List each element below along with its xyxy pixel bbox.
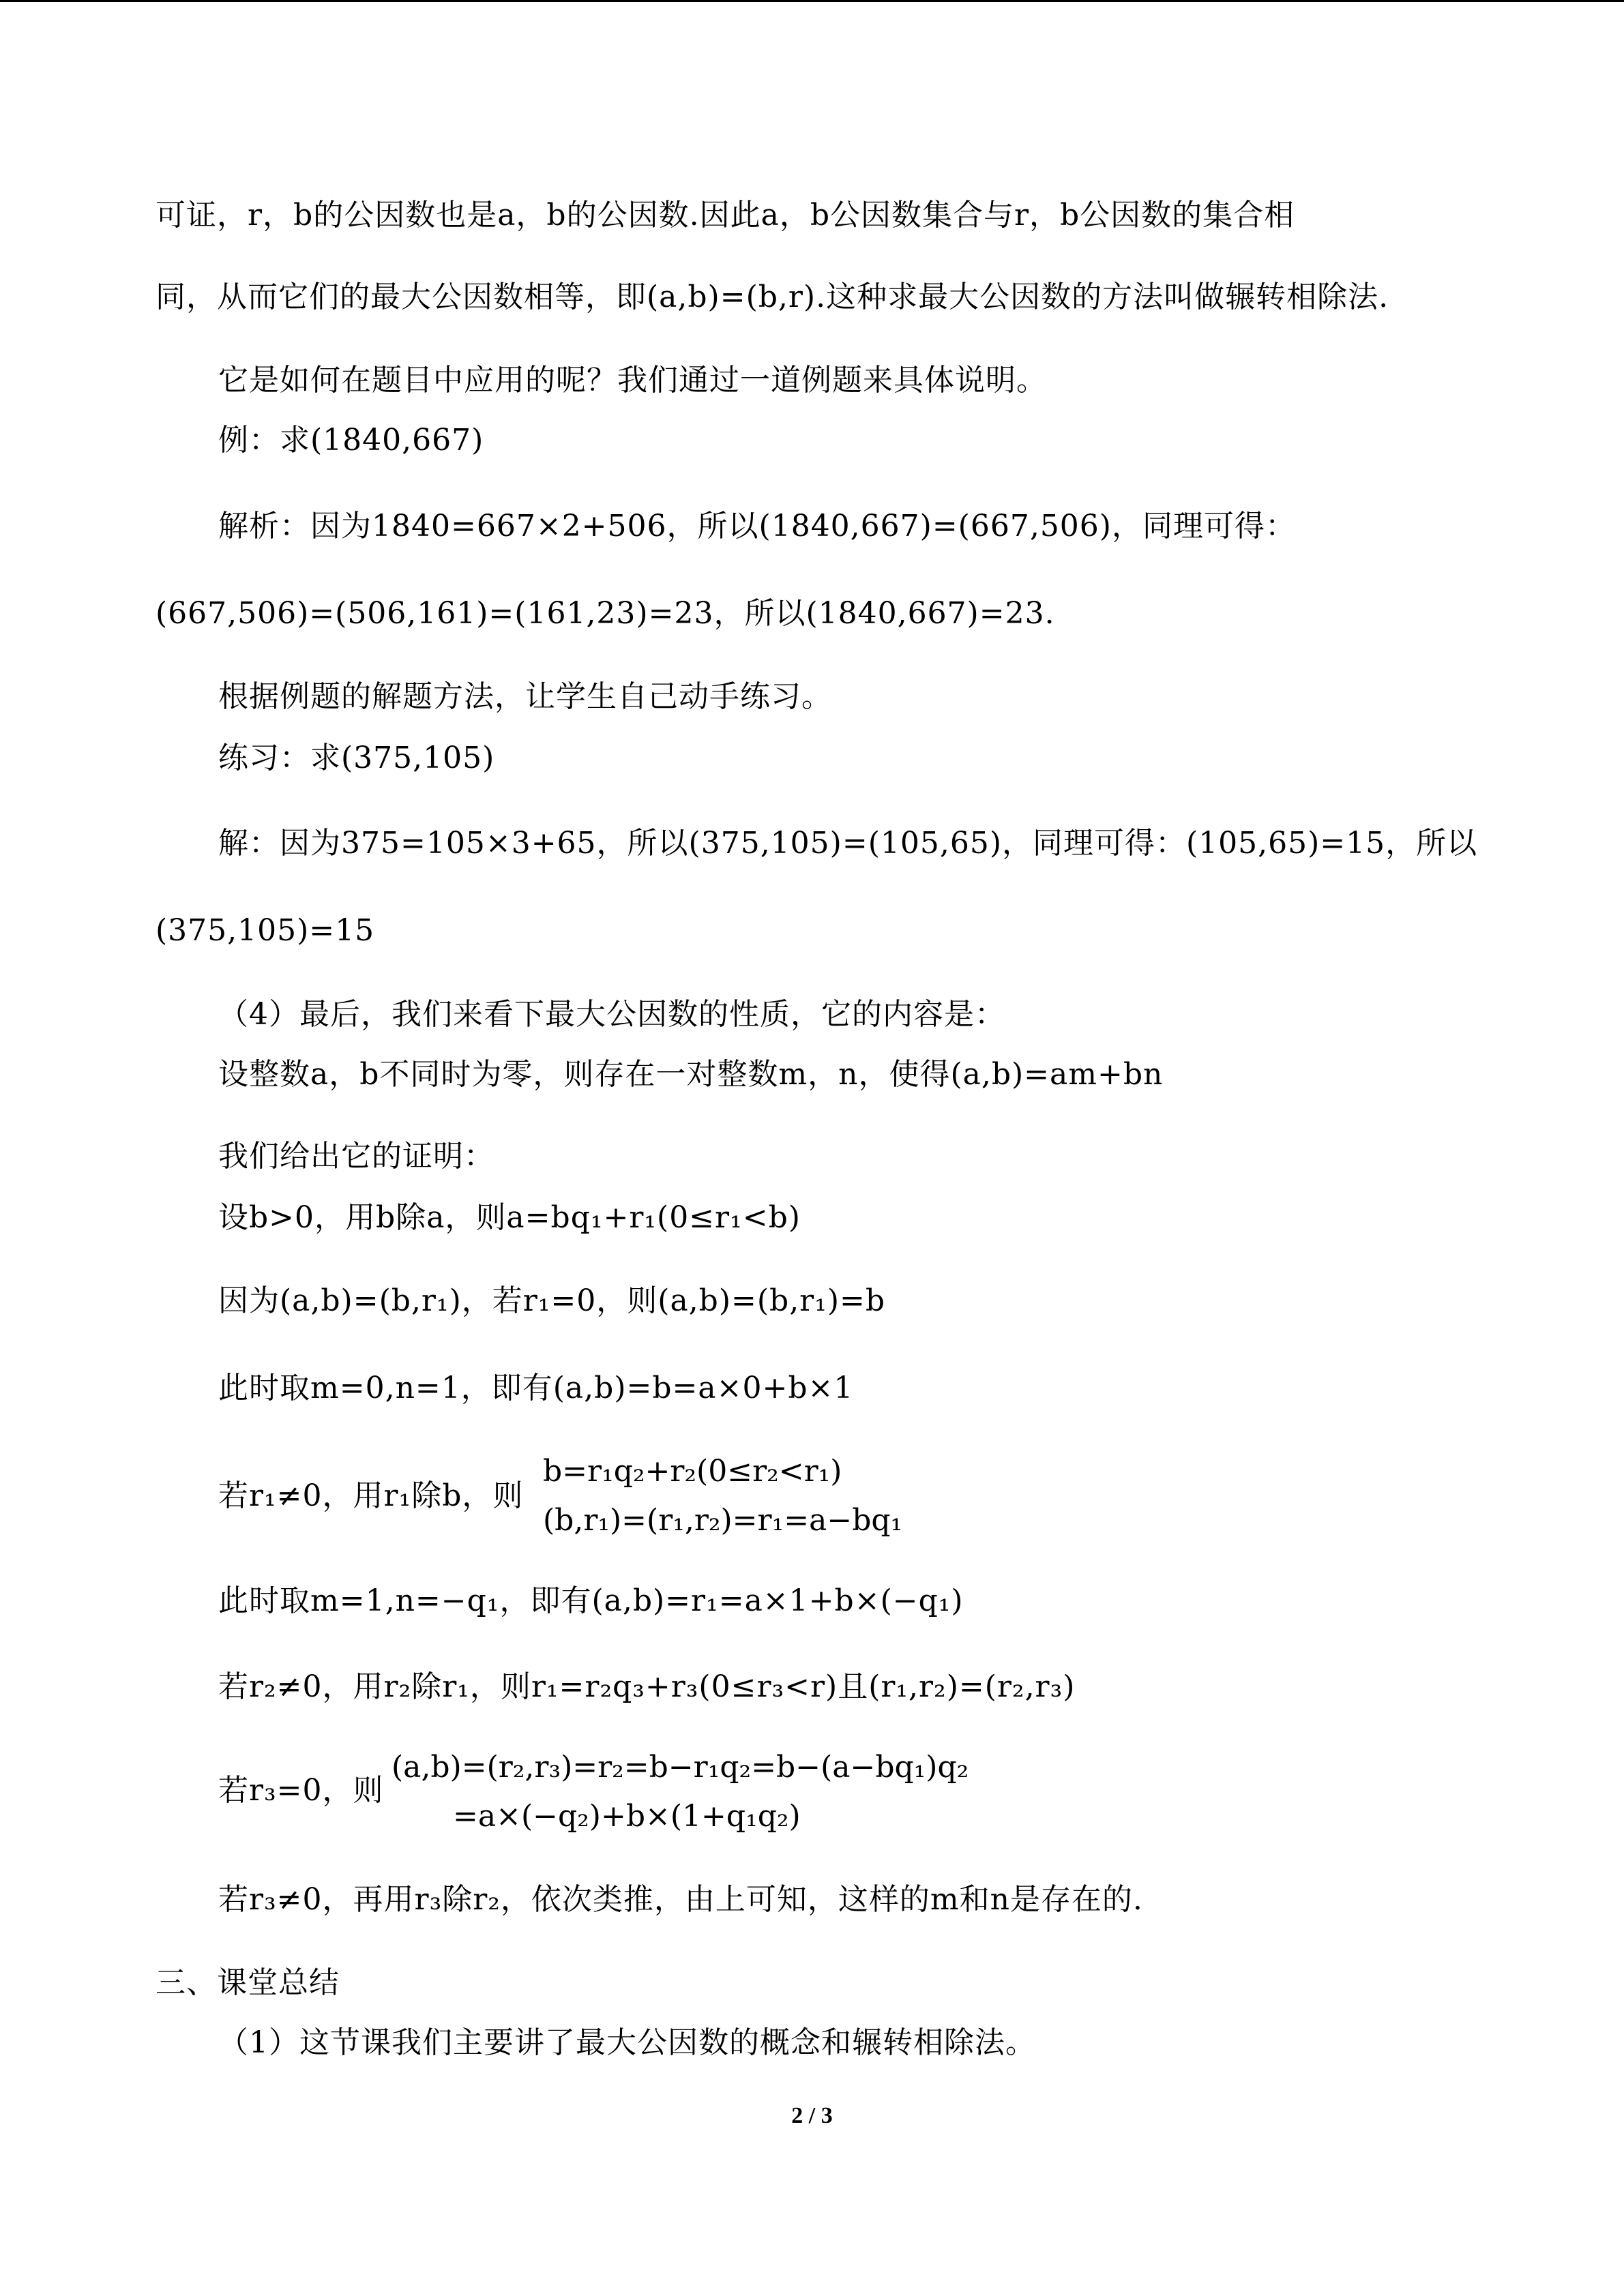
- page-number: 2 / 3: [791, 2103, 833, 2128]
- property-statement: 设整数a，b不同时为零，则存在一对整数m，n，使得(a,b)=am+bn: [218, 1057, 1164, 1092]
- example-solution-line-1: 解析：因为1840=667×2+506，所以(1840,667)=(667,506)，同理可得：: [218, 509, 1296, 543]
- proof-step-3: 此时取m=0,n=1，即有(a,b)=b=a×0+b×1: [218, 1371, 854, 1405]
- transition-paragraph: 它是如何在题目中应用的呢？我们通过一道例题来具体说明。: [218, 363, 1047, 398]
- proof-step-2: 因为(a,b)=(b,r₁)，若r₁=0，则(a,b)=(b,r₁)=b: [218, 1283, 886, 1318]
- proof-intro: 我们给出它的证明：: [218, 1139, 494, 1174]
- practice-solution-line-1: 解：因为375=105×3+65，所以(375,105)=(105,65)，同理可得：(105,65)=15，所以: [218, 826, 1478, 861]
- practice-solution-line-2: (375,105)=15: [156, 913, 375, 948]
- property-intro: （4）最后，我们来看下最大公因数的性质，它的内容是：: [218, 997, 1005, 1032]
- proof-step-1: 设b>0，用b除a，则a=bq₁+r₁(0≤r₁<b): [218, 1200, 801, 1235]
- proof-text-line-1: 可证，r，b的公因数也是a，b的公因数.因此a，b公因数集合与r，b公因数的集合相: [156, 198, 1295, 233]
- example-heading: 例：求(1840,667): [218, 423, 484, 458]
- proof-step-7-equations: [392, 1743, 969, 1841]
- practice-heading: 练习：求(375,105): [218, 741, 495, 775]
- practice-intro: 根据例题的解题方法，让学生自己动手练习。: [218, 679, 832, 714]
- top-border-line: [0, 0, 1624, 2]
- summary-point-1: （1）这节课我们主要讲了最大公因数的概念和辗转相除法。: [218, 2025, 1036, 2060]
- equation-line: (a,b)=(r₂,r₃)=r₂=b−r₁q₂=b−(a−bq₁)q₂: [392, 1750, 969, 1785]
- proof-conclusion: 若r₃≠0，再用r₃除r₂，依次类推，由上可知，这样的m和n是存在的.: [218, 1882, 1143, 1917]
- proof-step-4-equations: [543, 1447, 902, 1545]
- equation-line: (b,r₁)=(r₁,r₂)=r₁=a−bq₁: [543, 1503, 903, 1538]
- section-heading-summary: 三、课堂总结: [156, 1965, 340, 2000]
- equation-line: b=r₁q₂+r₂(0≤r₂<r₁): [543, 1454, 842, 1489]
- equation-line: =a×(−q₂)+b×(1+q₁q₂): [453, 1799, 801, 1834]
- example-solution-line-2: (667,506)=(506,161)=(161,23)=23，所以(1840,667)=23.: [156, 596, 1055, 631]
- proof-step-4-lead: 若r₁≠0，用r₁除b，则: [218, 1478, 524, 1513]
- proof-step-5: 此时取m=1,n=−q₁，即有(a,b)=r₁=a×1+b×(−q₁): [218, 1583, 964, 1618]
- proof-text-line-2: 同，从而它们的最大公因数相等，即(a,b)=(b,r).这种求最大公因数的方法叫做辗转相除法.: [156, 280, 1389, 314]
- proof-step-7-lead: 若r₃=0，则: [218, 1773, 384, 1808]
- proof-step-6: 若r₂≠0，用r₂除r₁，则r₁=r₂q₃+r₃(0≤r₃<r)且(r₁,r₂)=(r₂,r₃): [218, 1669, 1076, 1704]
